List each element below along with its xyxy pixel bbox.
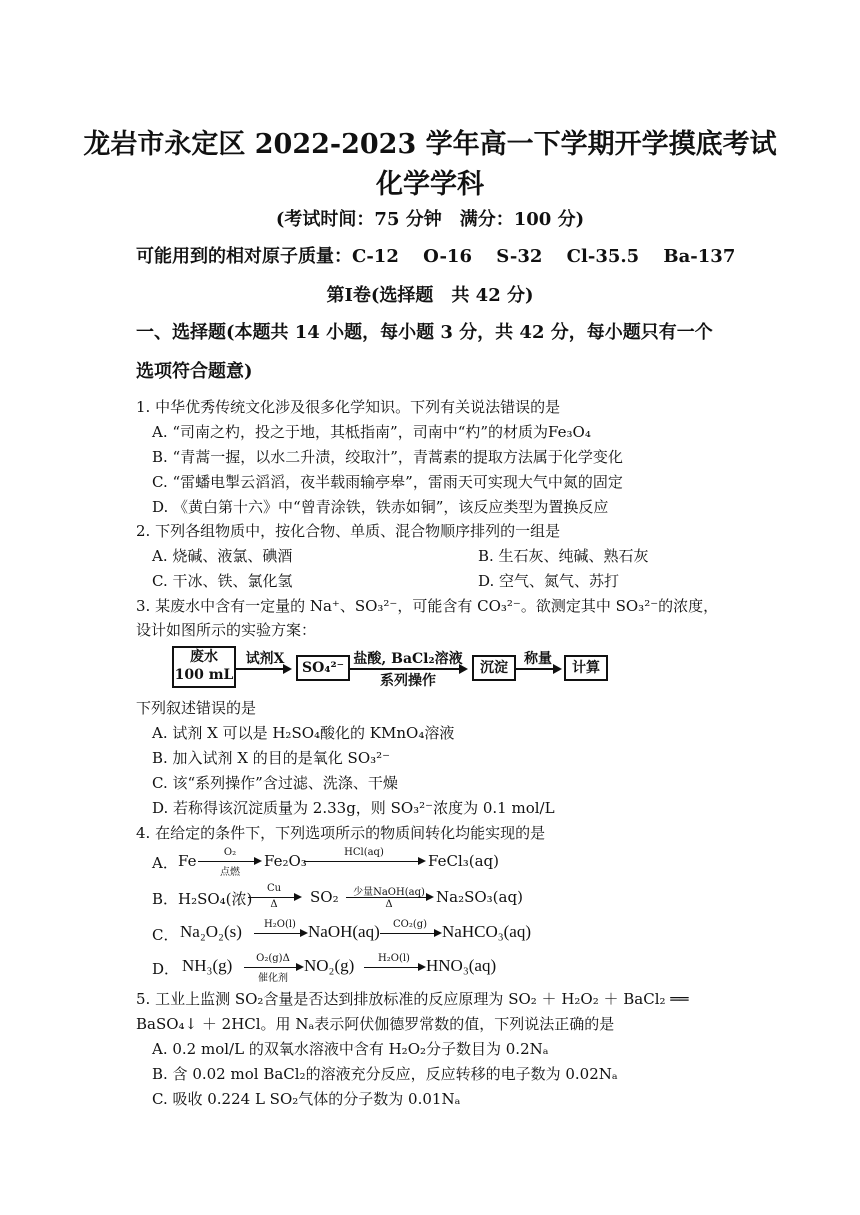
exam-info: (考试时间：75 分钟 满分：100 分)	[275, 209, 585, 230]
question-1-option-b: B. “青蒿一握，以水二升渍，绞取汁”，青蒿素的提取方法属于化学变化	[152, 448, 623, 466]
question-5-option-a: A. 0.2 mol/L 的双氧水溶液中含有 H₂O₂分子数目为 0.2Nₐ	[152, 1040, 549, 1058]
question-4-d-product: HNO₃(aq)	[426, 956, 497, 975]
flow-box-wastewater-line1: 废水	[190, 649, 218, 665]
flow-arrow2-top-label: 盐酸, BaCl₂溶液	[353, 651, 463, 667]
question-3-stem-line1: 3. 某废水中含有一定量的 Na⁺、SO₃²⁻，可能含有 CO₃²⁻。欲测定其中 SO₃²⁻的浓度，	[136, 597, 719, 615]
question-4-d-arrow2	[364, 967, 424, 968]
question-5-option-b: B. 含 0.02 mol BaCl₂的溶液充分反应，反应转移的电子数为 0.02Nₐ	[152, 1065, 618, 1083]
question-4-option-b-label: B．	[152, 890, 179, 908]
question-2-stem: 2. 下列各组物质中，按化合物、单质、混合物顺序排列的一组是	[136, 522, 561, 540]
question-3-option-b: B. 加入试剂 X 的目的是氧化 SO₃²⁻	[152, 749, 391, 767]
section-heading-line2: 选项符合题意)	[136, 361, 253, 382]
question-4-b-cond2-top: 少量NaOH(aq)	[353, 887, 425, 898]
flow-arrow-1	[236, 668, 290, 670]
flow-box-calculate: 计算	[564, 655, 608, 681]
question-1-stem: 1. 中华优秀传统文化涉及很多化学知识。下列有关说法错误的是	[136, 398, 561, 416]
atomic-mass-line: 可能用到的相对原子质量：C-12 O-16 S-32 Cl-35.5 Ba-137	[136, 246, 736, 267]
question-4-option-c-label: C．	[152, 926, 179, 944]
flow-arrow1-label: 试剂X	[245, 651, 285, 667]
question-4-option-d-label: D．	[152, 960, 180, 978]
question-4-d-arrow1	[244, 967, 302, 968]
question-4-b-cond1-top: Cu	[266, 883, 282, 894]
question-4-c-intermediate: NaOH(aq)	[308, 922, 380, 941]
question-1-option-d: D. 《黄白第十六》中“曾青涂铁，铁赤如铜”，该反应类型为置换反应	[152, 498, 609, 516]
question-4-option-a-label: A．	[152, 854, 178, 872]
question-4-a-cond1-top: O₂	[223, 847, 237, 858]
question-4-a-arrow2	[304, 861, 424, 862]
volume-heading: 第Ⅰ卷(选择题 共 42 分)	[326, 285, 534, 306]
question-4-a-arrow1	[198, 861, 260, 862]
question-1-option-a: A. “司南之杓，投之于地，其柢指南”，司南中“杓”的材质为Fe₃O₄	[152, 423, 591, 441]
question-4-b-cond1-bottom: Δ	[270, 899, 278, 910]
question-1-option-c: C. “雷蟠电掣云滔滔，夜半载雨输亭皋”，雷雨天可实现大气中氮的固定	[152, 473, 623, 491]
section-heading-line1: 一、选择题(本题共 14 小题，每小题 3 分，共 42 分，每小题只有一个	[136, 322, 713, 343]
question-3-option-c: C. 该“系列操作”含过滤、洗涤、干燥	[152, 774, 398, 792]
question-3-option-d: D. 若称得该沉淀质量为 2.33g，则 SO₃²⁻浓度为 0.1 mol/L	[152, 799, 555, 817]
question-2-option-c: C. 干冰、铁、氯化氢	[152, 572, 293, 590]
question-4-d-reactant: NH₃(g)	[182, 956, 233, 975]
question-3-option-a: A. 试剂 X 可以是 H₂SO₄酸化的 KMnO₄溶液	[152, 724, 455, 742]
question-4-d-intermediate: NO₂(g)	[304, 956, 355, 975]
question-4-b-reactant: H₂SO₄(浓)	[178, 890, 253, 908]
question-2-option-b: B. 生石灰、纯碱、熟石灰	[478, 547, 649, 565]
question-3-lead: 下列叙述错误的是	[136, 699, 257, 717]
question-4-c-arrow1	[254, 933, 306, 934]
question-4-d-cond1-bottom: 催化剂	[258, 973, 288, 984]
question-5-stem-line2: BaSO₄↓ ＋ 2HCl。用 Nₐ表示阿伏伽德罗常数的值，下列说法正确的是	[136, 1015, 615, 1033]
flow-arrow-3	[516, 668, 560, 670]
question-5-stem-line1: 5. 工业上监测 SO₂含量是否达到排放标准的反应原理为 SO₂ ＋ H₂O₂ ＋ BaCl₂ ══	[136, 990, 689, 1008]
question-4-b-arrow2	[346, 897, 432, 898]
flow-arrow2-bottom-label: 系列操作	[380, 673, 436, 689]
question-4-a-reactant: Fe	[178, 852, 197, 870]
flow-box-sulfate: SO₄²⁻	[296, 655, 350, 681]
question-3-stem-line2: 设计如图所示的实验方案：	[136, 621, 317, 639]
exam-title: 龙岩市永定区 2022-2023 学年高一下学期开学摸底考试	[83, 129, 777, 160]
flow-arrow3-label: 称量	[524, 651, 552, 667]
question-4-a-product: FeCl₃(aq)	[428, 852, 500, 870]
question-4-a-cond1-bottom: 点燃	[220, 867, 240, 878]
question-4-b-cond2-bottom: Δ	[385, 899, 393, 910]
question-4-a-cond2-top: HCl(aq)	[344, 847, 384, 858]
question-4-a-intermediate: Fe₂O₃	[264, 852, 307, 870]
question-2-option-a: A. 烧碱、液氯、碘酒	[152, 547, 293, 565]
question-5-option-c: C. 吸收 0.224 L SO₂气体的分子数为 0.01Nₐ	[152, 1090, 461, 1108]
flow-box-precipitate: 沉淀	[472, 655, 516, 681]
question-4-d-cond2-top: H₂O(l)	[378, 953, 410, 964]
question-4-c-reactant: Na₂O₂(s)	[180, 922, 242, 941]
flow-box-wastewater	[172, 646, 236, 688]
question-4-c-cond1-top: H₂O(l)	[264, 919, 296, 930]
question-4-c-product: NaHCO₃(aq)	[442, 922, 532, 941]
question-4-b-intermediate: SO₂	[310, 888, 339, 906]
question-4-stem: 4. 在给定的条件下，下列选项所示的物质间转化均能实现的是	[136, 824, 546, 842]
question-4-c-cond2-top: CO₂(g)	[392, 919, 428, 930]
question-2-option-d: D. 空气、氮气、苏打	[478, 572, 620, 590]
flow-box-wastewater-line2: 100 mL	[174, 667, 234, 683]
subject-title: 化学学科	[376, 169, 484, 200]
question-4-b-arrow1	[248, 897, 300, 898]
question-4-d-cond1-top: O₂(g)Δ	[256, 953, 290, 964]
question-4-c-arrow2	[380, 933, 440, 934]
question-4-b-product: Na₂SO₃(aq)	[436, 888, 523, 906]
